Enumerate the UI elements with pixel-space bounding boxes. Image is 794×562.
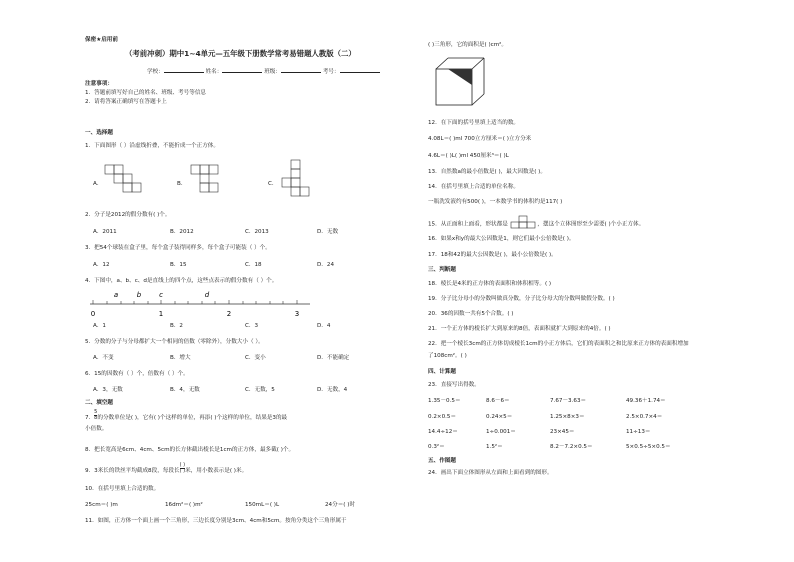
q14-row-a: 一瓶洗发液约有500( )，一本数学书的体积约是117( ) bbox=[428, 199, 563, 205]
question-21: 21．一个正方体的棱长扩大到原来的8倍，表面积就扩大到原来的4倍。( ) bbox=[428, 326, 611, 332]
calc-item: 2.5×0.7×4＝ bbox=[626, 414, 663, 420]
q3-opt-b: B．15 bbox=[170, 262, 187, 268]
question-7-cont: 小倍数。 bbox=[85, 426, 108, 432]
exam-field[interactable] bbox=[340, 67, 380, 73]
name-label: 姓名： bbox=[205, 69, 223, 75]
calc-item: 1.5²＝ bbox=[486, 444, 503, 450]
question-9 bbox=[85, 462, 248, 475]
q3-opt-d: D．24 bbox=[317, 262, 335, 268]
q12-row-b: 4.6L＝( )L( )ml 450厘米³＝( )L bbox=[428, 153, 509, 159]
question-6: 6．15的因数有（ ）个，倍数有（ ）个。 bbox=[85, 371, 189, 377]
question-12: 12．在下面的括号里填上适当的数。 bbox=[428, 120, 520, 126]
q2-opt-d: D．无数 bbox=[317, 229, 339, 235]
q3-opt-a: A．12 bbox=[93, 262, 110, 268]
tick-2: 2 bbox=[226, 310, 232, 318]
notice-item: 1．答题前填写好自己的姓名、班级、考号等信息 bbox=[85, 90, 207, 96]
q9-numerator[interactable]: ( ) bbox=[179, 462, 186, 468]
school-field[interactable] bbox=[164, 67, 204, 73]
question-11-cont: ( )三角形，它的面积是( )cm²。 bbox=[428, 42, 507, 48]
question-18: 18．棱长是4米的正方体的表面积和体积相等。( ) bbox=[428, 281, 552, 287]
section-heading: 五、作图题 bbox=[428, 458, 456, 464]
question-13: 13．自然数a的最小倍数是( )，最大因数是( )。 bbox=[428, 169, 546, 175]
q4-opt-b: B．2 bbox=[170, 323, 183, 329]
question-7 bbox=[85, 409, 288, 422]
question-5: 5．分数的分子与分母都扩大一个相同的倍数（零除外），分数大小（ ）。 bbox=[85, 339, 264, 345]
net-figure-b bbox=[189, 163, 239, 203]
q5-opt-b: B．增大 bbox=[170, 355, 191, 361]
class-field[interactable] bbox=[281, 67, 321, 73]
section-heading: 一、选择题 bbox=[85, 130, 113, 136]
cube-figure bbox=[432, 55, 492, 111]
q15-text-post: ，摆这个立体图形至少需要( )个小正方体。 bbox=[537, 221, 645, 228]
calc-item: 1÷0.001＝ bbox=[486, 429, 516, 435]
notice-heading: 注意事项： bbox=[85, 81, 113, 87]
section-heading: 二、填空题 bbox=[85, 400, 113, 406]
calc-item: 7.67－3.63＝ bbox=[550, 398, 587, 404]
net-figure-a bbox=[103, 163, 153, 203]
calc-item: 49.36＋1.74＝ bbox=[626, 398, 666, 404]
q9-text-pre: 9．3米长的铁丝平均截成8段，每段长 bbox=[85, 468, 180, 474]
calc-item: 1.25×8×3＝ bbox=[550, 414, 585, 420]
question-15 bbox=[428, 217, 644, 231]
q12-row-a: 4.08L＝( )ml 700立方厘米＝( )立方分米 bbox=[428, 136, 532, 142]
calc-item: 14.4÷12＝ bbox=[428, 429, 458, 435]
secret-label: 保密★启用前 bbox=[85, 37, 118, 43]
q4-opt-d: D．4 bbox=[317, 323, 331, 329]
calc-item: 8.2－7.2×0.5＝ bbox=[550, 444, 593, 450]
option-a-label: A． bbox=[93, 181, 103, 187]
school-label: 学校： bbox=[147, 69, 164, 75]
block-shape-figure bbox=[510, 215, 536, 229]
notice-item: 2．请将答案正确填写在答题卡上 bbox=[85, 99, 167, 105]
calc-item: 8.6－6＝ bbox=[486, 398, 510, 404]
option-c-label: C． bbox=[268, 181, 278, 187]
calc-item: 5×0.5÷5×0.5＝ bbox=[626, 444, 671, 450]
number-line bbox=[85, 288, 315, 320]
q9-denominator[interactable]: ( ) bbox=[179, 468, 186, 474]
q15-text-pre: 15．从正面和上面看，形状都是 bbox=[428, 221, 508, 228]
question-11: 11．如图，正方体一个面上画一个三角形，三边长度分别是3cm、4cm和5cm。按角分类这个三角形属于 bbox=[85, 518, 347, 524]
question-20: 20．36的因数一共有5个合数。( ) bbox=[428, 311, 514, 317]
page-title: （考前冲刺）期中1~4单元—五年级下册数学常考易错题人教版（二） bbox=[125, 49, 356, 58]
class-label: 班级： bbox=[264, 69, 281, 75]
q6-opt-a: A．3，无数 bbox=[93, 387, 123, 393]
question-22: 22．把一个棱长3cm的正方体切成棱长1cm的小正方体后，它们的表面积之和比原来正方体的表面积增加 bbox=[428, 341, 689, 347]
section-heading: 四、计算题 bbox=[428, 369, 456, 375]
option-b-label: B． bbox=[177, 181, 187, 187]
calc-item: 11÷13＝ bbox=[626, 429, 651, 435]
point-c: c bbox=[159, 291, 163, 299]
tick-1: 1 bbox=[158, 310, 164, 318]
q4-opt-a: A．1 bbox=[93, 323, 106, 329]
q6-opt-b: B．4，无数 bbox=[170, 387, 200, 393]
q2-opt-c: C．2013 bbox=[245, 229, 269, 235]
name-field[interactable] bbox=[222, 67, 262, 73]
q5-opt-a: A．不变 bbox=[93, 355, 114, 361]
question-22-cont: 了108cm²。( ) bbox=[428, 353, 467, 359]
point-d: d bbox=[204, 291, 210, 299]
q4-opt-c: C．3 bbox=[245, 323, 259, 329]
q10-item-1: 25cm＝( )m bbox=[85, 502, 118, 508]
calc-item: 23×45＝ bbox=[550, 429, 575, 435]
tick-3: 3 bbox=[294, 310, 300, 318]
point-b: b bbox=[136, 291, 142, 299]
question-8: 8．把长宽高是6cm、4cm、5cm的长方体截出棱长是1cm的正方体，最多截( )个。 bbox=[85, 447, 295, 453]
tick-0: 0 bbox=[90, 310, 96, 318]
question-16: 16．如果x和y的最大公因数是1，则它们最小公倍数是( )。 bbox=[428, 236, 575, 242]
question-10: 10．在括号里填上合适的数。 bbox=[85, 486, 160, 492]
question-14: 14．在括号里填上合适的单位名称。 bbox=[428, 184, 520, 190]
question-3: 3．把54个球装在盒子里，每个盒子装得同样多，每个盒子可能装（ ）个。 bbox=[85, 245, 271, 251]
q5-opt-c: C．变小 bbox=[245, 355, 266, 361]
info-line bbox=[147, 67, 380, 76]
question-19: 19．分子比分母小的分数叫做真分数，分子比分母大的分数叫做假分数。( ) bbox=[428, 296, 615, 302]
calc-item: 0.3²＝ bbox=[428, 444, 445, 450]
q6-opt-c: C．无数，5 bbox=[245, 387, 275, 393]
q7-denominator: 8 bbox=[94, 415, 98, 421]
question-1: 1．下面图形（ ）沿虚线折叠，不能折成一个正方体。 bbox=[85, 143, 219, 149]
q9-text-post: 米，用小数表示是( )米。 bbox=[185, 468, 248, 474]
q10-item-2: 16dm²＝( )m² bbox=[165, 502, 203, 508]
question-2: 2．分子是2012的假分数有( )个。 bbox=[85, 212, 171, 218]
calc-item: 1.35－0.5＝ bbox=[428, 398, 461, 404]
q7-text: 的分数单位是( )，它有( )个这样的单位，再添( )个这样的单位，结果是3的最 bbox=[97, 415, 288, 421]
section-heading: 三、判断题 bbox=[428, 267, 456, 273]
question-4: 4．下图中，a、b、c、d是直线上的四个点，这些点表示的假分数有（ ）个。 bbox=[85, 278, 278, 284]
question-23: 23．直接写出得数。 bbox=[428, 382, 480, 388]
net-figure-c bbox=[280, 158, 320, 206]
question-17: 17．18和42的最大公因数是( )，最小公倍数是( )。 bbox=[428, 252, 557, 258]
q3-opt-c: C．18 bbox=[245, 262, 262, 268]
question-24: 24．画出下面立体图形从左面和上面看到的图形。 bbox=[428, 470, 553, 476]
q7-numerator: 5 bbox=[94, 409, 98, 415]
q10-item-3: 150mL＝( )L bbox=[245, 502, 280, 508]
point-a: a bbox=[113, 291, 119, 299]
q10-item-4: 24分＝( )时 bbox=[325, 502, 356, 508]
calc-item: 0.24×5＝ bbox=[486, 414, 513, 420]
q2-opt-b: B．2012 bbox=[170, 229, 194, 235]
exam-label: 考号： bbox=[322, 69, 340, 75]
q7-number: 7． bbox=[85, 415, 95, 421]
q5-opt-d: D．不能确定 bbox=[317, 355, 350, 361]
q2-opt-a: A．2011 bbox=[93, 229, 117, 235]
q6-opt-d: D．无数，4 bbox=[317, 387, 348, 393]
calc-item: 0.2×0.5＝ bbox=[428, 414, 457, 420]
